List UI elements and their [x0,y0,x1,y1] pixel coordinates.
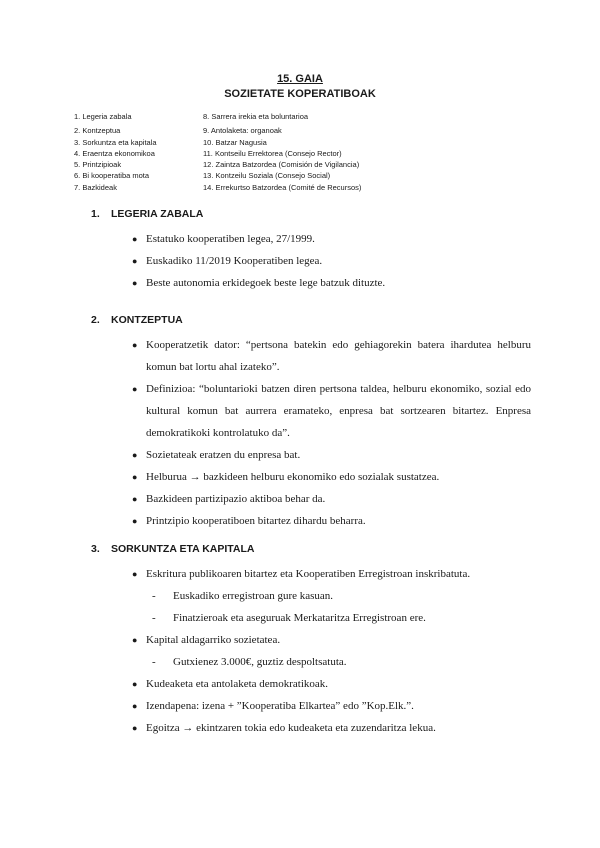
section-heading [91,314,531,326]
list-item: ● Bazkideen partizipazio aktiboa behar da. [91,488,531,510]
list-item: ● Sozietateak eratzen du enpresa bat. [91,444,531,466]
section-number: 3. [91,543,100,555]
bullet-icon: ● [132,494,138,504]
index-item: 2. Kontzeptua [74,126,121,136]
bullet-icon: ● [132,516,138,526]
list-item: ● Kooperatzetik dator: “pertsona batekin edo gehiagorekin batera ihardutea helburu komun bat lortu ahal izateko”. [91,334,531,378]
index-item: 8. Sarrera irekia eta boluntarioa [203,112,309,121]
index-item: 10. Batzar Nagusia [203,137,267,147]
list-item: ● Izendapena: izena + ”Kooperatiba Elkartea” edo ”Kop.Elk.”. [91,695,531,717]
bullet-icon: ● [132,384,138,394]
bullet-icon: ● [132,701,138,711]
index-item: 4. Eraentza ekonomikoa [74,148,155,158]
index-item: 12. Zaintza Batzordea (Comisión de Vigilancia) [203,160,360,170]
section-title: LEGERIA ZABALA [111,208,204,220]
list-item: ● Definizioa: “boluntarioki batzen diren pertsona taldea, helburu ekonomiko, sozial edo kultural komun bat aurrera eramateko, enpresa bat sortzearen bitartez. Enpresa demokratikoki kontrolatuko da”. [91,378,531,444]
index-item: 11. Kontseilu Errektorea (Consejo Rector) [203,148,342,158]
index-item: 13. Kontzeilu Soziala (Consejo Social) [203,171,331,181]
list-item: ● Kapital aldagarriko sozietatea. - Gutxienez 3.000€, guztiz despoltsatuta. [91,629,531,673]
index-left-column [74,111,157,193]
index-item: 1. Legeria zabala [74,112,132,121]
section-title: KONTZEPTUA [111,314,183,326]
section-heading [91,208,531,220]
bullet-icon: ● [132,256,138,266]
chapter-heading: 15. GAIA [277,73,323,85]
bullet-icon: ● [132,472,138,482]
section-number: 1. [91,208,100,220]
list-item: ● Egoitza → ekintzaren tokia edo kudeaketa eta zuzendaritza lekua. [91,717,531,739]
index-item: 5. Printzipioak [74,160,122,170]
bullet-icon: ● [132,278,138,288]
sub-list-item: - Finatzieroak eta aseguruak Merkataritza Erregistroan ere. [146,607,531,629]
index-item: 14. Errekurtso Batzordea (Comité de Recursos) [203,182,362,192]
bullet-icon: ● [132,723,138,733]
list-item: ● Helburua → bazkideen helburu ekonomiko edo sozialak sustatzea. [91,466,531,488]
sub-list-item: - Euskadiko erregistroan gure kasuan. [146,585,531,607]
page-title: SOZIETATE KOPERATIBOAK [224,88,376,100]
list-item: ● Estatuko kooperatiben legea, 27/1999. [91,228,531,250]
list-item: ● Printzipio kooperatiboen bitartez dihardu beharra. [91,510,531,532]
section-legeria-zabala [91,208,531,294]
bullet-icon: ● [132,234,138,244]
dash-icon: - [152,612,156,624]
list-item: ● Euskadiko 11/2019 Kooperatiben legea. [91,250,531,272]
bullet-icon: ● [132,635,138,645]
dash-icon: - [152,590,156,602]
section-title: SORKUNTZA ETA KAPITALA [111,543,255,555]
index-item: 9. Antolaketa: organoak [203,126,282,136]
sub-list-item: - Gutxienez 3.000€, guztiz despoltsatuta. [146,651,531,673]
section-kontzeptua [91,314,531,532]
list-item: ● Beste autonomia erkidegoek beste lege batzuk dituzte. [91,272,531,294]
bullet-icon: ● [132,340,138,350]
list-item: ● Eskritura publikoaren bitartez eta Kooperatiben Erregistroan inskribatuta. - Euskadiko erregistroan gure kasuan. - Finatzieroak eta aseguruak Merkataritza Erregistroan ere. [91,563,531,629]
list-item: ● Kudeaketa eta antolaketa demokratikoak. [91,673,531,695]
section-heading [91,543,531,555]
index-item: 3. Sorkuntza eta kapitala [74,137,157,147]
dash-icon: - [152,656,156,668]
bullet-icon: ● [132,450,138,460]
section-sorkuntza-eta-kapitala [91,543,531,739]
index-item: 6. Bi kooperatiba mota [74,171,150,181]
index-right-column [203,111,361,193]
bullet-icon: ● [132,569,138,579]
section-number: 2. [91,314,100,326]
bullet-icon: ● [132,679,138,689]
index-item: 7. Bazkideak [74,182,117,192]
